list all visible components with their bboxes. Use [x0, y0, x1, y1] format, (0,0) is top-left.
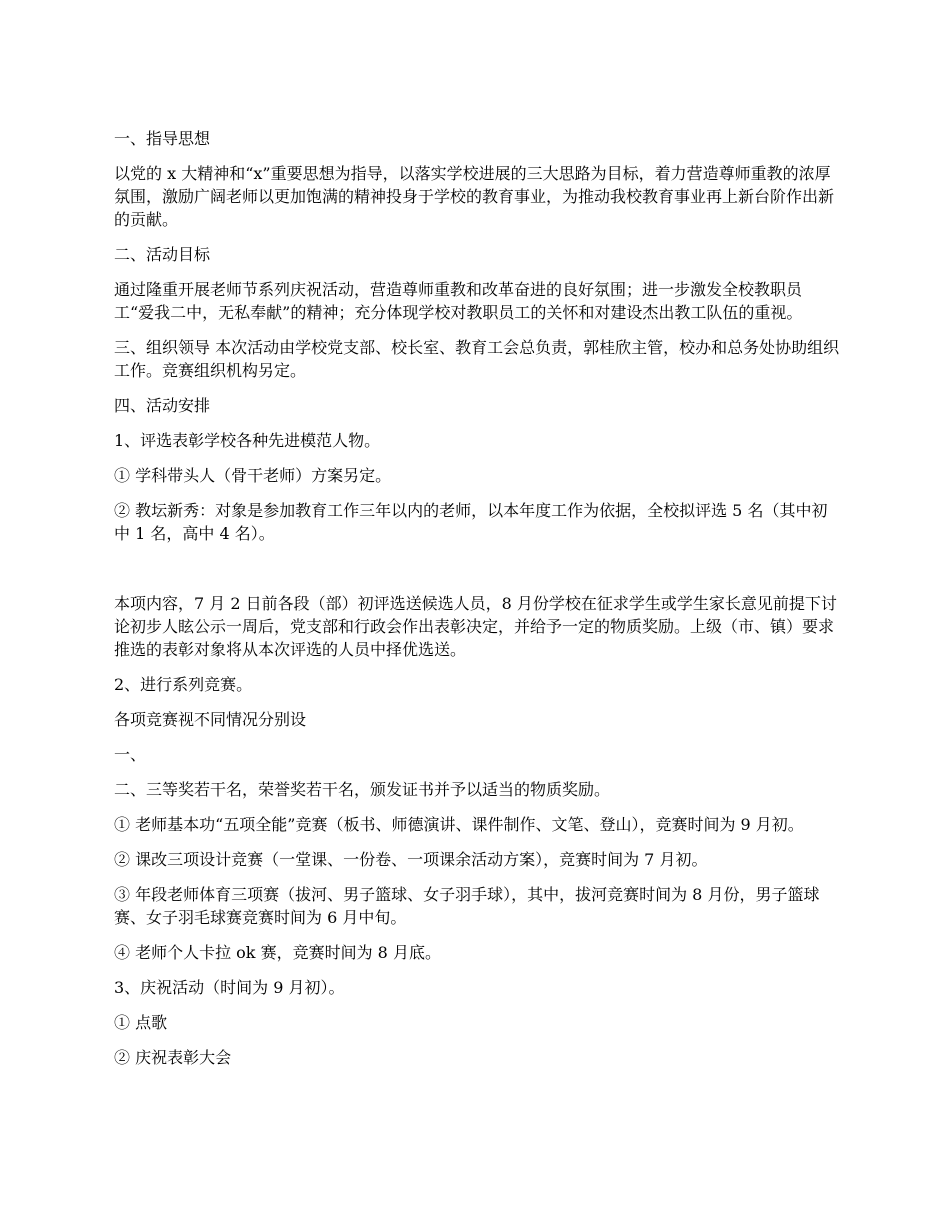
list-item-selection-awards: 1、评选表彰学校各种先进模范人物。	[114, 431, 381, 450]
section-heading-activity-goals: 二、活动目标	[114, 245, 211, 264]
list-item-curriculum-design-contest: ② 课改三项设计竞赛（一堂课、一份卷、一项课余活动方案），竞赛时间为 7 月初。	[114, 850, 708, 869]
section-heading-activity-arrangement: 四、活动安排	[114, 396, 211, 415]
list-item-basic-skills-contest: ① 老师基本功“五项全能”竞赛（板书、师德演讲、课件制作、文笔、登山），竞赛时间为 9 月初。	[114, 815, 804, 834]
list-item-sports-contest: ③ 年段老师体育三项赛（拔河、男子篮球、女子羽手球），其中，拔河竞赛时间为 8 月份，男子篮球赛、女子羽毛球赛竞赛时间为 6 月中旬。	[114, 885, 820, 927]
paragraph-competition-setup: 各项竞赛视不同情况分别设	[114, 710, 307, 729]
list-item-karaoke-contest: ④ 老师个人卡拉 ok 赛，竞赛时间为 8 月底。	[114, 943, 441, 962]
paragraph-activity-goals: 通过隆重开展老师节系列庆祝活动，营造尊师重教和改革奋进的良好氛围；进一步激发全校教职员工“爱我二中，无私奉献”的精神；充分体现学校对教职员工的关怀和对建设杰出教工队伍的重视。	[114, 280, 803, 322]
section-heading-guiding-ideology: 一、指导思想	[114, 129, 211, 148]
paragraph-organization-leadership: 三、组织领导 本次活动由学校党支部、校长室、教育工会总负责，郭桂欣主管，校办和总务处协助组织工作。竞赛组织机构另定。	[114, 338, 840, 380]
paragraph-first-prize: 一、	[114, 745, 147, 764]
list-item-award-ceremony: ② 庆祝表彰大会	[114, 1048, 232, 1067]
paragraph-prizes: 二、三等奖若干名，荣誉奖若干名，颁发证书并予以适当的物质奖励。	[114, 780, 611, 799]
document-body	[114, 127, 842, 1081]
list-item-song-request: ① 点歌	[114, 1013, 168, 1032]
paragraph-gap	[114, 557, 842, 592]
paragraph-selection-process: 本项内容，7 月 2 日前各段（部）初评选送候选人员，8 月份学校在征求学生或学生家长意见前提下讨论初步人眩公示一周后，党支部和行政会作出表彰决定，并给予一定的物质奖励。上级（市、镇）要求推选的表彰对象将从本次评选的人员中择优选送。	[114, 594, 837, 659]
list-item-subject-leaders: ① 学科带头人（骨干老师）方案另定。	[114, 466, 392, 485]
list-item-competitions: 2、进行系列竞赛。	[114, 675, 253, 694]
list-item-new-teaching-stars: ② 教坛新秀：对象是参加教育工作三年以内的老师，以本年度工作为依据，全校拟评选 5 名（其中初中 1 名，高中 4 名）。	[114, 501, 828, 543]
list-item-celebration: 3、庆祝活动（时间为 9 月初）。	[114, 978, 345, 997]
paragraph-guiding-ideology: 以党的 x 大精神和“x”重要思想为指导，以落实学校进展的三大思路为目标，着力营造尊师重教的浓厚氛围，激励广阔老师以更加饱满的精神投身于学校的教育事业，为推动我校教育事业再上新台阶作出新的贡献。	[114, 164, 835, 229]
